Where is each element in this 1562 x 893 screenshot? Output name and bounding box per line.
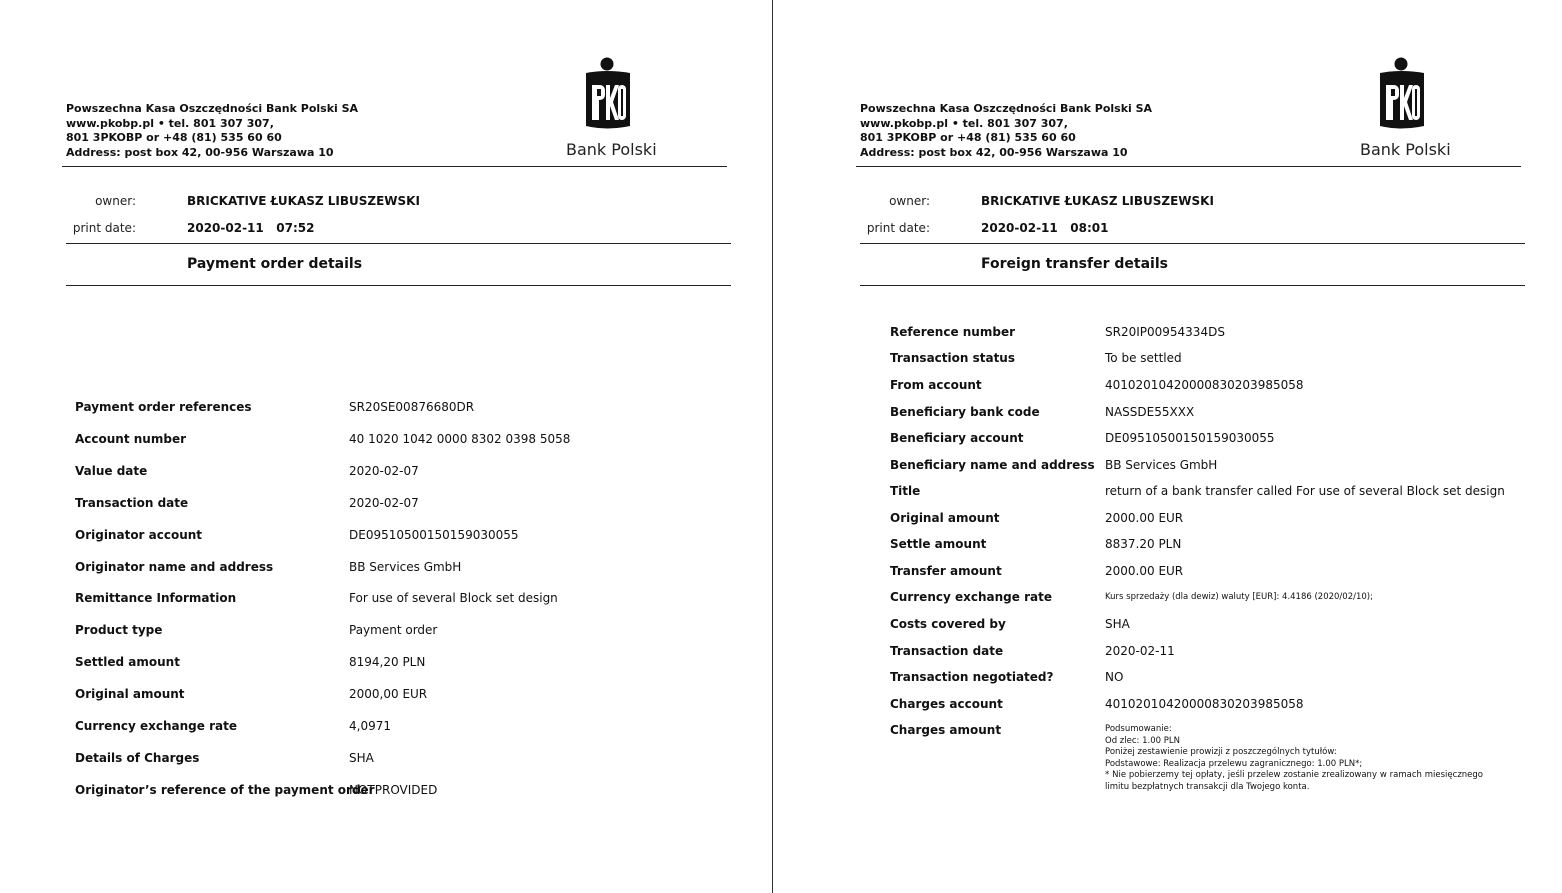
detail-value: 2000.00 EUR (1105, 564, 1184, 578)
detail-value: For use of several Block set design (349, 591, 558, 605)
detail-label: Beneficiary bank code (890, 405, 1040, 419)
detail-label: Settle amount (890, 537, 987, 551)
detail-label: Settled amount (75, 655, 180, 669)
detail-value: 2000,00 EUR (349, 687, 428, 701)
detail-value: Kurs sprzedaży (dla dewiz) waluty [EUR]: 4.4186 (2020/02/10); (1105, 592, 1373, 602)
payment-order-page (0, 0, 772, 893)
print-date-label: print date: (72, 221, 136, 235)
detail-label: Originator’s reference of the payment order (75, 783, 375, 797)
detail-label: Currency exchange rate (75, 719, 237, 733)
print-date-value: 2020-02-11 07:52 (187, 221, 315, 235)
bank-info-header (860, 102, 1152, 160)
owner-value: BRICKATIVE ŁUKASZ LIBUSZEWSKI (187, 194, 420, 208)
detail-label: Beneficiary name and address (890, 458, 1095, 472)
detail-value: Payment order (349, 623, 438, 637)
detail-label: Transaction date (75, 496, 189, 510)
detail-value: SHA (1105, 617, 1130, 631)
owner-label: owner: (889, 194, 930, 208)
detail-value: 40 1020 1042 0000 8302 0398 5058 (349, 432, 571, 446)
detail-label: Product type (75, 623, 163, 637)
foreign-transfer-page (774, 0, 1562, 893)
header-divider (62, 166, 727, 167)
detail-value: 2020-02-11 (1105, 644, 1175, 658)
logo-text: Bank Polski (1360, 140, 1451, 159)
detail-label: Original amount (890, 511, 1000, 525)
bank-contact-line-2: 801 3PKOBP or +48 (81) 535 60 60 (860, 131, 1076, 145)
pko-logo-icon (1376, 56, 1428, 132)
detail-label: Transaction status (890, 351, 1015, 365)
detail-value: BB Services GmbH (1105, 458, 1218, 472)
detail-value: NASSDE55XXX (1105, 405, 1195, 419)
detail-label: Originator name and address (75, 560, 274, 574)
detail-value: 2020-02-07 (349, 496, 419, 510)
bank-contact-line-1: www.pkobp.pl • tel. 801 307 307, (860, 116, 1068, 130)
detail-value: 2000.00 EUR (1105, 511, 1184, 525)
pko-logo-icon (582, 56, 634, 132)
detail-label: Original amount (75, 687, 185, 701)
charges-summary-heading: Podsumowanie: (1105, 724, 1172, 734)
print-date-label: print date: (866, 221, 930, 235)
charges-amount-note (1105, 724, 1483, 793)
detail-label: Currency exchange rate (890, 590, 1052, 604)
detail-label: Charges amount (890, 723, 1002, 737)
title-divider (860, 285, 1525, 286)
detail-label: Transaction negotiated? (890, 670, 1054, 684)
detail-value: DE09510500150159030055 (1105, 431, 1275, 445)
detail-label: Value date (75, 464, 148, 478)
detail-label: Details of Charges (75, 751, 200, 765)
print-date-value: 2020-02-11 08:01 (981, 221, 1109, 235)
detail-label: Charges account (890, 697, 1003, 711)
detail-label: Remittance Information (75, 591, 237, 605)
detail-label: Costs covered by (890, 617, 1006, 631)
charges-basic-fee: Podstawowe: Realizacja przelewu zagranicznego: 1.00 PLN*; (1105, 758, 1363, 769)
detail-value: SR20SE00876680DR (349, 400, 475, 414)
detail-value: return of a bank transfer called For use of several Block set design (1105, 484, 1505, 498)
bank-address: Address: post box 42, 00-956 Warszawa 10 (66, 145, 334, 159)
bank-name: Powszechna Kasa Oszczędności Bank Polski SA (860, 102, 1153, 115)
charges-breakdown-heading: Poniżej zestawienie prowizji z poszczególnych tytułów: (1105, 747, 1337, 757)
pko-bank-polski-logo (566, 56, 657, 164)
bank-contact-line-1: www.pkobp.pl • tel. 801 307 307, (66, 116, 274, 130)
charges-order-fee: Od zlec: 1.00 PLN (1105, 735, 1180, 746)
meta-divider (66, 243, 731, 244)
detail-label: Originator account (75, 528, 203, 542)
detail-label: Beneficiary account (890, 431, 1024, 445)
bank-contact-line-2: 801 3PKOBP or +48 (81) 535 60 60 (66, 131, 282, 145)
meta-divider (860, 243, 1525, 244)
detail-value: 8837.20 PLN (1105, 537, 1182, 551)
detail-value: 40102010420000830203985058 (1105, 378, 1304, 392)
bank-name: Powszechna Kasa Oszczędności Bank Polski SA (66, 102, 359, 115)
owner-value: BRICKATIVE ŁUKASZ LIBUSZEWSKI (981, 194, 1214, 208)
detail-label: From account (890, 378, 982, 392)
detail-label: Title (890, 484, 921, 498)
charges-footnote: * Nie pobierzemy tej opłaty, jeśli przelew zostanie zrealizowany w ramach miesięcznego limitu bezpłatnych transakcji dla Twojego konta. (1105, 770, 1483, 792)
detail-value: NO (1105, 670, 1124, 684)
detail-label: Transaction date (890, 644, 1004, 658)
logo-text: Bank Polski (566, 140, 657, 159)
detail-value: To be settled (1105, 351, 1182, 365)
page-title: Payment order details (187, 256, 363, 272)
detail-label: Account number (75, 432, 186, 446)
detail-value: SHA (349, 751, 374, 765)
detail-value: DE09510500150159030055 (349, 528, 519, 542)
detail-value: NOTPROVIDED (349, 783, 438, 797)
owner-label: owner: (95, 194, 136, 208)
detail-value: 4,0971 (349, 719, 391, 733)
detail-label: Reference number (890, 325, 1016, 339)
page-title: Foreign transfer details (981, 256, 1168, 272)
header-divider (856, 166, 1521, 167)
detail-label: Payment order references (75, 400, 252, 414)
detail-value: 8194,20 PLN (349, 655, 426, 669)
pko-bank-polski-logo (1360, 56, 1451, 164)
detail-value: 40102010420000830203985058 (1105, 697, 1304, 711)
page-divider (772, 0, 773, 893)
detail-value: SR20IP00954334DS (1105, 325, 1225, 339)
bank-info-header (66, 102, 358, 160)
detail-value: 2020-02-07 (349, 464, 419, 478)
title-divider (66, 285, 731, 286)
detail-label: Transfer amount (890, 564, 1002, 578)
bank-address: Address: post box 42, 00-956 Warszawa 10 (860, 145, 1128, 159)
detail-value: BB Services GmbH (349, 560, 462, 574)
